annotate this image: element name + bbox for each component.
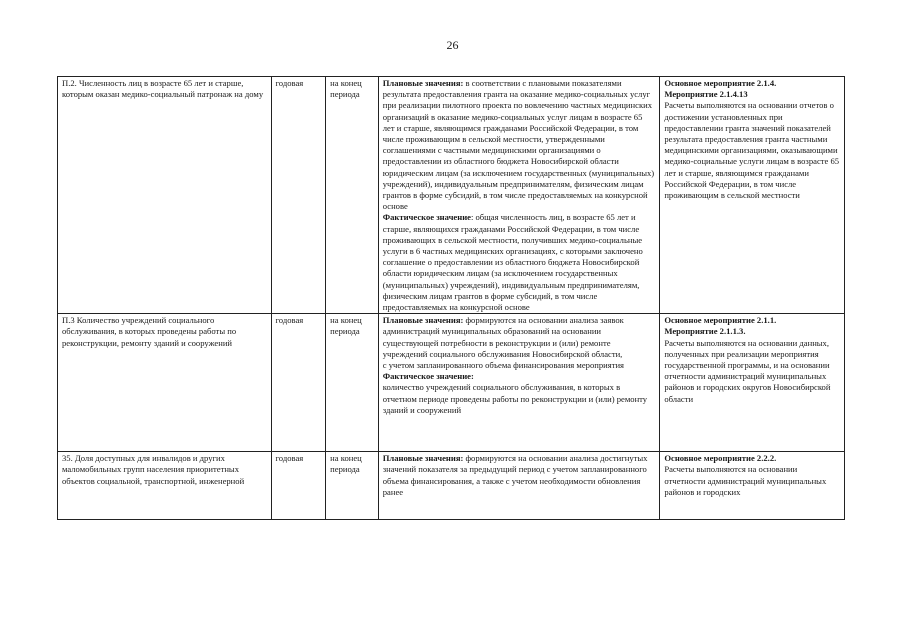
method-cell [378,77,660,314]
table-row-p3 [58,314,845,452]
planned-text-2: с учетом запланированного объема финансирования мероприятия [382,360,625,371]
indicator-cell [58,314,272,452]
planned-text: формируются на основании анализа заявок администраций муниципальных образований на основании существующей потребности в реконструкции и (или) ремонте учреждений социального обслуживания Новосибирской области, [382,315,624,359]
indicator-cell [58,77,272,314]
calc-text: Расчеты выполняются на основании данных, полученных при реализации мероприятия государственной программы, и на основании отчетности администраций муниципальных районов и городских округов Новосибирской области [664,337,831,404]
indicators-table [57,76,845,520]
event-sub: Мероприятие 2.1.1.3. [664,326,746,337]
page-number: 26 [446,38,459,52]
period-text: на конец периода [330,315,362,337]
frequency-text: годовая [275,315,304,326]
period-text: на конец периода [330,453,362,475]
calc-text: Расчеты выполняются на основании отчетов о достижении установленных при предоставлении гранта значений показателей результата предоставления гранта частными медицинскими организациями, оказывающими медико-социальные услуги лицам в возрасте 65 лет и старше, являющимся гражданами Российской Федерации, в том числе проживающим в сельской местности [664,100,840,201]
actual-text: : общая численность лиц, в возрасте 65 лет и старше, являющихся гражданами Российской Федерации, в том числе проживающих в сельской местности, получивших медико-социальные услуги в 6 частных медицинских организациях, с которыми заключено соглашение о предоставлении из областного бюджета Новосибирской области юридическим лицам (за исключением государственных (муниципальных) учреждений), индивидуальным предпринимателям, физическим лицам грантов в форме субсидий, в том числе предоставляемых на конкурсной основе [382,212,643,313]
actual-label: Фактическое значение [382,212,471,223]
method-cell [378,452,660,520]
table-row-35 [58,452,845,520]
calculation-cell [660,314,845,452]
calculation-cell [660,77,845,314]
period-text: на конец периода [330,78,362,100]
frequency-cell [271,452,326,520]
event-main: Основное мероприятие 2.1.1. [664,315,777,326]
planned-text: в соответствии с плановыми показателями результата предоставления гранта на оказание медико-социальных услуг при реализации пилотного проекта по вовлечению частных медицинских организаций в оказание медико-социальных услуг лицам в возрасте 65 лет и старше, являющимся гражданами Российской Федерации, в том числе проживающим в сельской местности, утвержденными соглашениями с частными медицинскими организациями о предоставлении из областного бюджета Новосибирской области юридическим лицам (за исключением государственных (муниципальных) учреждений), индивидуальным предпринимателям, физическим лицам грантов в форме субсидий, в том числе предоставляемых на конкурсной основе [382,78,655,212]
period-cell [326,452,379,520]
frequency-cell [271,77,326,314]
table-row-p2 [58,77,845,314]
method-cell [378,314,660,452]
calculation-cell [660,452,845,520]
event-main: Основное мероприятие 2.2.2. [664,453,777,464]
frequency-text: годовая [275,453,304,464]
event-sub: Мероприятие 2.1.4.13 [664,89,748,100]
indicator-text: П.3 Количество учреждений социального обслуживания, в которых проведены работы по реконструкции, ремонту зданий и сооружений [62,315,237,348]
indicator-cell [58,452,272,520]
planned-text: формируются на основании анализа достигнутых значений показателя за предыдущий период с учетом запланированного объема финансирования, а также с учетом необходимости обновления ранее [382,453,648,497]
planned-label: Плановые значения: [382,453,464,464]
frequency-cell [271,314,326,452]
actual-label: Фактическое значение: [382,371,474,382]
event-main: Основное мероприятие 2.1.4. [664,78,777,88]
period-cell [326,77,379,314]
indicator-text: 35. Доля доступных для инвалидов и других маломобильных групп населения приоритетных объектов социальной, транспортной, инженерной [62,453,245,486]
period-cell [326,314,379,452]
actual-text: количество учреждений социального обслуживания, в которых в отчетном периоде проведены работы по реконструкции и (или) ремонту зданий и сооружений [382,382,648,415]
frequency-text: годовая [275,78,304,88]
calc-text: Расчеты выполняются на основании отчетности администраций муниципальных районов и городских [664,464,827,497]
planned-label: Плановые значения: [382,315,464,326]
indicator-text: П.2. Численность лиц в возрасте 65 лет и старше, которым оказан медико-социальный патронаж на дому [62,78,264,100]
planned-label: Плановые значения: [382,78,464,88]
